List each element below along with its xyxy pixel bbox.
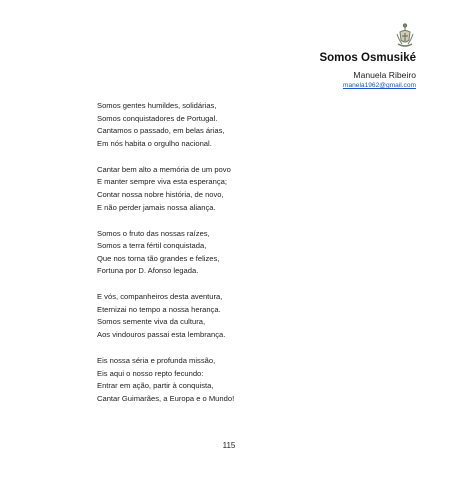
poem-line: Fortuna por D. Afonso legada. bbox=[97, 266, 199, 276]
poem-line: Aos vindouros passai esta lembrança. bbox=[97, 330, 226, 340]
poem-body bbox=[97, 100, 397, 419]
poem-line: Somos semente viva da cultura, bbox=[97, 317, 206, 327]
poem-line: Em nós habita o orgulho nacional. bbox=[97, 138, 212, 148]
author-name: Manuela Ribeiro bbox=[353, 70, 416, 80]
poem-line: E vós, companheiros desta aventura, bbox=[97, 292, 223, 302]
author-email-link[interactable]: manela1962@gmail.com bbox=[342, 82, 416, 89]
poem-line: Somos a terra fértil conquistada, bbox=[97, 241, 207, 251]
stanza-5 bbox=[97, 355, 397, 405]
poem-line: Eis aqui o nosso repto fecundo: bbox=[97, 368, 204, 378]
poem-line: E não perder jamais nossa aliança. bbox=[97, 202, 216, 212]
poem-line: Cantamos o passado, em belas árias, bbox=[97, 126, 225, 136]
poem-title: Somos Osmusiké bbox=[319, 52, 416, 64]
stanza-2 bbox=[97, 164, 397, 214]
poem-line: Cantar Guimarães, a Europa e o Mundo! bbox=[97, 393, 235, 403]
poem-line: Contar nossa nobre história, de novo, bbox=[97, 189, 224, 199]
poem-line: Somos o fruto das nossas raízes, bbox=[97, 228, 210, 238]
stanza-1 bbox=[97, 100, 397, 150]
poem-line: Entrar em ação, partir à conquista, bbox=[97, 381, 214, 391]
poem-line: Cantar bem alto a memória de um povo bbox=[97, 164, 231, 174]
poem-line: Eternizai no tempo a nossa herança. bbox=[97, 304, 221, 314]
poem-line: E manter sempre viva esta esperança; bbox=[97, 177, 227, 187]
poem-line: Que nos torna tão grandes e felizes, bbox=[97, 253, 220, 263]
poem-line: Somos conquistadores de Portugal. bbox=[97, 113, 218, 123]
heraldic-crest-icon bbox=[394, 22, 416, 50]
page-number: 115 bbox=[222, 441, 236, 450]
poem-line: Somos gentes humildes, solidárias, bbox=[97, 101, 217, 110]
poem-line: Eis nossa séria e profunda missão, bbox=[97, 356, 216, 366]
stanza-4 bbox=[97, 291, 397, 341]
stanza-3 bbox=[97, 228, 397, 278]
